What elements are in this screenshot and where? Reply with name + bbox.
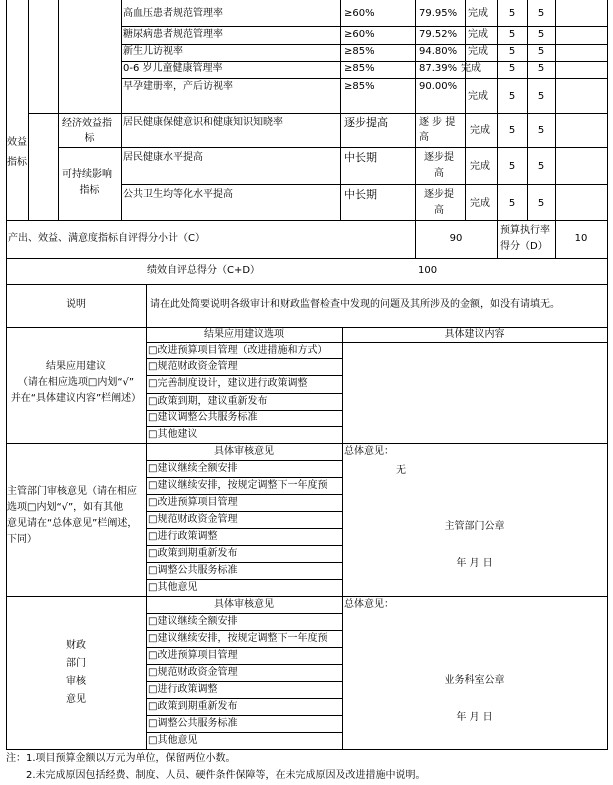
dept-section-label: 意见请在“总体意见”栏阐述， [7, 518, 138, 529]
finance-stamp: 业务科室公章 [444, 675, 505, 686]
result-section-label: 结果应用建议 [46, 361, 106, 372]
finance-overall-label: 总体意见： [344, 599, 394, 610]
dept-stamp: 主管部门公章 [444, 521, 505, 532]
indicator-actual: 79.52% [419, 29, 458, 40]
finance-section-label: 审核 [66, 676, 86, 687]
footnote: 注：1.项目预算金额以万元为单位，保留两位小数。 [6, 753, 236, 764]
indicator-score: 5 [537, 125, 545, 136]
indicator-actual: 79.95% [419, 8, 458, 19]
dept-option[interactable]: □调整公共服务标准 [148, 565, 238, 576]
benefit-category-label: 效益 [7, 137, 27, 148]
indicator-status: 完成 [470, 125, 490, 136]
finance-review-header: 具体审核意见 [214, 599, 274, 610]
indicator-target: 逐步提高 [344, 116, 388, 129]
dept-option[interactable]: □其他意见 [148, 582, 198, 593]
finance-option[interactable]: □其他意见 [148, 735, 198, 746]
indicator-target: 中长期 [344, 151, 377, 164]
indicator-actual: 高 [434, 205, 444, 216]
indicator-name: 新生儿访视率 [123, 46, 183, 57]
indicator-score: 5 [537, 91, 545, 102]
finance-option[interactable]: □政策到期重新发布 [148, 701, 238, 712]
result-options-header: 结果应用建议选项 [204, 329, 284, 340]
indicator-name: 糖尿病患者规范管理率 [123, 29, 223, 40]
dept-section-label: 主管部门审核意见（请在相应 [7, 486, 137, 497]
indicator-actual: 逐步提 [424, 189, 454, 200]
note-label: 说明 [66, 299, 86, 310]
finance-option[interactable]: □规范财政资金管理 [148, 667, 238, 678]
indicator-status: 完成 [468, 46, 488, 57]
indicator-target: ≥85% [344, 81, 375, 92]
dept-option[interactable]: □进行政策调整 [148, 531, 218, 542]
indicator-full-score: 5 [508, 125, 516, 136]
dept-option[interactable]: □建议继续安排，按规定调整下一年度预 [148, 480, 328, 491]
indicator-target: 中长期 [344, 188, 377, 201]
indicator-actual: 87.39% [419, 63, 458, 74]
finance-option[interactable]: □建议继续全额安排 [148, 616, 238, 627]
footnote: 2.未完成原因包括经费、制度、人员、硬件条件保障等，在未完成原因及改进措施中说明。 [26, 770, 426, 781]
total-label: 绩效自评总得分（C+D） [147, 265, 261, 276]
result-section-label: 并在“具体建议内容”栏阐述） [10, 393, 142, 404]
result-content-header: 具体建议内容 [444, 329, 505, 340]
result-option[interactable]: □政策到期，建议重新发布 [148, 396, 268, 407]
indicator-full-score: 5 [508, 29, 516, 40]
subtotal-label: 产出、效益、满意度指标自评得分小计（C） [8, 233, 205, 244]
finance-option[interactable]: □改进预算项目管理 [148, 650, 238, 661]
indicator-score: 5 [537, 46, 545, 57]
finance-section-label: 财政 [66, 640, 86, 651]
indicator-full-score: 5 [508, 46, 516, 57]
benefit-category-label: 指标 [7, 157, 27, 168]
indicator-name: 居民健康保健意识和健康知识知晓率 [123, 117, 283, 128]
indicator-actual: 94.80% [419, 46, 458, 57]
benefit-sub2-label: 可持续影响 [62, 169, 112, 180]
dept-overall-value: 无 [396, 465, 406, 476]
indicator-full-score: 5 [508, 198, 516, 209]
indicator-name: 早孕建册率，产后访视率 [123, 81, 233, 92]
indicator-full-score: 5 [508, 63, 516, 74]
benefit-sub2-label: 指标 [79, 185, 100, 196]
result-option[interactable]: □完善制度设计，建议进行政策调整 [148, 378, 308, 389]
indicator-full-score: 5 [508, 91, 516, 102]
indicator-full-score: 5 [508, 8, 516, 19]
indicator-target: ≥60% [344, 8, 375, 19]
dept-option[interactable]: □规范财政资金管理 [148, 514, 238, 525]
dept-overall-label: 总体意见： [344, 446, 394, 457]
indicator-target: ≥60% [344, 29, 375, 40]
indicator-target: ≥85% [344, 46, 375, 57]
indicator-score: 5 [537, 161, 545, 172]
indicator-full-score: 5 [508, 161, 516, 172]
indicator-name: 居民健康水平提高 [123, 152, 203, 163]
indicator-score: 5 [537, 63, 545, 74]
benefit-sub1-label: 经济效益指 [62, 118, 112, 129]
indicator-status: 完成 [461, 63, 481, 74]
dept-option[interactable]: □政策到期重新发布 [148, 548, 238, 559]
finance-section-label: 部门 [66, 658, 86, 669]
finance-date: 年 月 日 [456, 712, 493, 723]
indicator-actual: 90.00% [419, 81, 458, 92]
budget-execution-label: 得分（D） [500, 241, 548, 252]
indicator-actual: 高 [419, 132, 429, 143]
benefit-sub1-label: 标 [84, 133, 95, 144]
subtotal-value: 90 [449, 233, 463, 244]
indicator-score: 5 [537, 29, 545, 40]
budget-execution-value: 10 [574, 233, 588, 244]
indicator-status: 完成 [470, 198, 490, 209]
result-option[interactable]: □规范财政资金管理 [148, 361, 238, 372]
result-option[interactable]: □其他建议 [148, 429, 198, 440]
indicator-target: ≥85% [344, 63, 375, 74]
indicator-status: 完成 [468, 29, 488, 40]
result-option[interactable]: □改进预算项目管理（改进措施和方式） [148, 345, 328, 356]
indicator-score: 5 [537, 8, 545, 19]
note-text: 请在此处简要说明各级审计和财政监督检查中发现的问题及其所涉及的金额，如没有请填无。 [150, 299, 560, 310]
dept-review-header: 具体审核意见 [214, 446, 274, 457]
indicator-name: 高血压患者规范管理率 [123, 8, 223, 19]
dept-date: 年 月 日 [456, 558, 493, 569]
indicator-actual: 逐步提 [424, 152, 454, 163]
indicator-score: 5 [537, 198, 545, 209]
indicator-name: 0-6 岁儿童健康管理率 [123, 63, 223, 74]
total-value: 100 [418, 265, 438, 276]
result-section-label: （请在相应选项□内划“√” [17, 377, 135, 388]
finance-option[interactable]: □进行政策调整 [148, 684, 218, 695]
indicator-name: 公共卫生均等化水平提高 [123, 189, 233, 200]
finance-option[interactable]: □建议继续安排，按规定调整下一年度预 [148, 633, 328, 644]
result-option[interactable]: □建议调整公共服务标准 [148, 412, 258, 423]
dept-section-label: 下同） [7, 534, 37, 545]
indicator-actual: 高 [434, 168, 444, 179]
indicator-status: 完成 [470, 161, 490, 172]
dept-option[interactable]: □建议继续全额安排 [148, 463, 238, 474]
indicator-status: 完成 [468, 8, 488, 19]
finance-option[interactable]: □调整公共服务标准 [148, 718, 238, 729]
budget-execution-label: 预算执行率 [500, 225, 550, 236]
dept-section-label: 选项□内划“√”，如有其他 [7, 502, 124, 513]
indicator-status: 完成 [468, 91, 488, 102]
indicator-actual: 逐 步 提 [419, 117, 456, 128]
finance-section-label: 意见 [66, 694, 86, 705]
dept-option[interactable]: □改进预算项目管理 [148, 497, 238, 508]
